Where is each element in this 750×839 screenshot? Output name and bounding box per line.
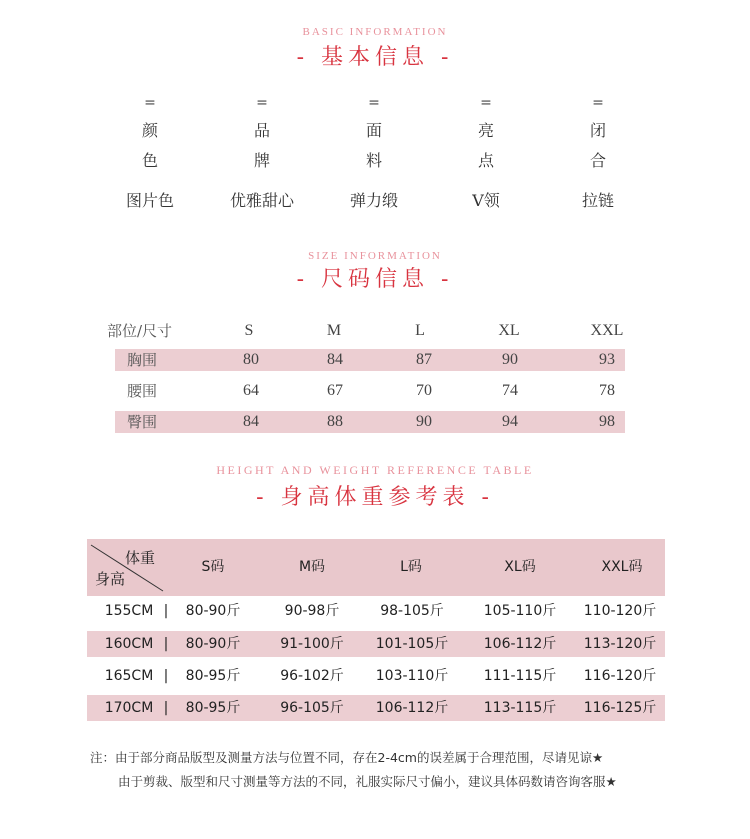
hw-header-m: M码 (298, 559, 326, 575)
equals-mark: = (256, 95, 268, 111)
basic-value: 图片色 (125, 191, 174, 210)
size-cell: 74 (502, 382, 518, 399)
size-row-label: 腰围 (127, 382, 158, 400)
size-cell: 87 (416, 351, 432, 368)
size-cell: 67 (327, 382, 343, 399)
hw-header-xxl: XXL码 (601, 559, 643, 575)
hw-cell: 106-112斤 (375, 700, 449, 716)
size-header-l: L (415, 322, 425, 339)
size-cell: 90 (416, 413, 432, 430)
size-header-row (107, 320, 625, 342)
hw-row-160 (87, 631, 665, 657)
hw-cell: 110-120斤 (583, 603, 657, 619)
size-cell: 80 (243, 351, 259, 368)
basic-label-2: 牌 (253, 151, 270, 170)
size-cell: 64 (243, 382, 259, 399)
hw-cell: 101-105斤 (375, 636, 449, 652)
basic-value: V领 (472, 191, 500, 210)
hw-cell: 80-95斤 (185, 668, 241, 684)
size-row-waist (115, 380, 625, 402)
note-line-2: 由于剪裁、版型和尺寸测量等方法的不同，礼服实际尺寸偏小，建议具体码数请咨询客服★ (118, 774, 617, 789)
hw-cell: 98-105斤 (380, 603, 444, 619)
hw-height: 160CM (104, 636, 154, 652)
size-title-en: SIZE INFORMATION (308, 250, 442, 262)
equals-mark: = (480, 95, 492, 111)
basic-item-color (100, 90, 200, 216)
basic-label-2: 合 (589, 151, 606, 170)
hw-cell: 91-100斤 (280, 636, 344, 652)
hw-title-cn: - 身高体重参考表 - (256, 485, 494, 510)
hw-cell: 116-125斤 (583, 700, 657, 716)
hw-cell: 113-115斤 (483, 700, 557, 716)
size-cell: 84 (243, 413, 259, 430)
hw-cell: 96-102斤 (280, 668, 344, 684)
hw-height: 155CM (104, 603, 154, 619)
hw-height: 170CM (104, 700, 154, 716)
hw-row-170 (87, 695, 665, 721)
hw-height: 165CM (104, 668, 154, 684)
hw-separator: | (163, 700, 169, 716)
basic-label-2: 料 (365, 151, 382, 170)
basic-label-1: 面 (365, 121, 382, 140)
hw-row-165 (87, 663, 665, 689)
basic-title-en: BASIC INFORMATION (302, 26, 448, 38)
equals-mark: = (144, 95, 156, 111)
size-cell: 88 (327, 413, 343, 430)
size-row-label: 臀围 (127, 413, 158, 431)
size-cell: 94 (502, 413, 518, 430)
hw-cell: 111-115斤 (483, 668, 557, 684)
hw-header-row (87, 539, 665, 596)
basic-label-1: 品 (253, 121, 270, 140)
hw-cell: 116-120斤 (583, 668, 657, 684)
size-cell: 84 (327, 351, 343, 368)
hw-cell: 80-95斤 (185, 700, 241, 716)
hw-separator: | (163, 603, 169, 619)
basic-label-1: 闭 (589, 121, 606, 140)
basic-label-2: 点 (477, 151, 494, 170)
size-row-bust (115, 349, 625, 371)
size-cell: 78 (599, 382, 615, 399)
hw-cell: 113-120斤 (583, 636, 657, 652)
hw-header-xl: XL码 (504, 559, 536, 575)
hw-cell: 96-105斤 (280, 700, 344, 716)
note-line-1: 注：由于部分商品版型及测量方法与位置不同，存在2-4cm的误差属于合理范围，尽请见谅★ (90, 750, 604, 765)
hw-separator: | (163, 668, 169, 684)
size-header-m: M (326, 322, 342, 339)
hw-corner-weight: 体重 (125, 549, 156, 567)
hw-cell: 105-110斤 (483, 603, 557, 619)
basic-label-1: 颜 (141, 121, 158, 140)
equals-mark: = (592, 95, 604, 111)
basic-value: 拉链 (581, 191, 614, 210)
hw-cell: 106-112斤 (483, 636, 557, 652)
basic-value: 优雅甜心 (229, 191, 294, 210)
basic-label-2: 色 (141, 151, 158, 170)
size-cell: 90 (502, 351, 518, 368)
basic-value: 弹力缎 (349, 191, 398, 210)
basic-item-highlight (436, 90, 536, 216)
size-cell: 93 (599, 351, 615, 368)
basic-title-cn: - 基本信息 - (296, 45, 454, 70)
basic-item-fabric (324, 90, 424, 216)
basic-label-1: 亮 (477, 121, 494, 140)
hw-header-s: S码 (201, 559, 225, 575)
hw-corner-height: 身高 (95, 570, 126, 588)
basic-item-closure (548, 90, 648, 216)
size-row-label: 胸围 (127, 351, 158, 369)
size-row-hip (115, 411, 625, 433)
hw-cell: 80-90斤 (185, 603, 241, 619)
hw-separator: | (163, 636, 169, 652)
size-header-xxl: XXL (590, 322, 624, 339)
size-title-cn: - 尺码信息 - (296, 267, 454, 292)
hw-cell: 90-98斤 (284, 603, 340, 619)
size-header-s: S (244, 322, 254, 339)
equals-mark: = (368, 95, 380, 111)
hw-title-en: HEIGHT AND WEIGHT REFERENCE TABLE (216, 463, 534, 477)
hw-cell: 103-110斤 (375, 668, 449, 684)
hw-cell: 80-90斤 (185, 636, 241, 652)
hw-row-155 (87, 598, 665, 624)
size-cell: 70 (416, 382, 432, 399)
size-header-xl: XL (498, 322, 520, 339)
basic-item-brand (212, 90, 312, 216)
size-cell: 98 (599, 413, 615, 430)
size-header-label: 部位/尺寸 (107, 322, 173, 340)
hw-header-l: L码 (400, 559, 422, 575)
